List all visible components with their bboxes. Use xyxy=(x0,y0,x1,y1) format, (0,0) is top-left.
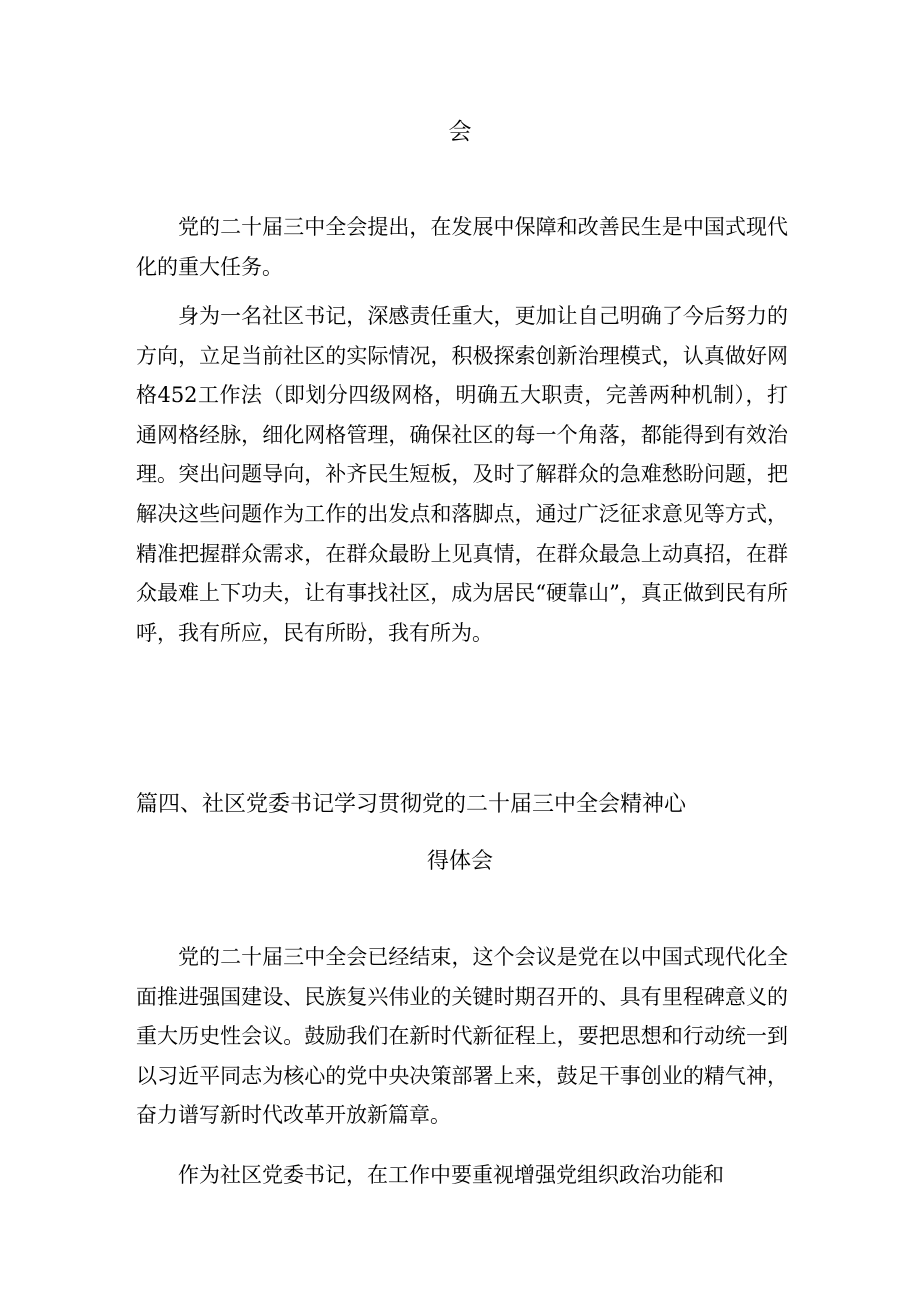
body-paragraph: 身为一名社区书记，深感责任重大，更加让自己明确了今后努力的方向，立足当前社区的实际情况，积极探索创新治理模式，认真做好网格452工作法（即划分四级网格，明确五大职责，完善两种机制），打通网格经脉，细化网格管理，确保社区的每一个角落，都能得到有效治理。突出问题导向，补齐民生短板，及时了解群众的急难愁盼问题，把解决这些问题作为工作的出发点和落脚点，通过广泛征求意见等方式，精准把握群众需求，在群众最盼上见真情，在群众最急上动真招，在群众最难上下功夫，让有事找社区，成为居民“硬靠山”，真正做到民有所呼，我有所应，民有所盼，我有所为。 xyxy=(136,304,788,645)
body-paragraph: 党的二十届三中全会提出，在发展中保障和改善民生是中国式现代化的重大任务。 xyxy=(136,215,788,279)
section-heading: 篇四、社区党委书记学习贯彻党的二十届三中全会精神心 xyxy=(136,792,687,817)
body-paragraph: 作为社区党委书记，在工作中要重视增强党组织政治功能和 xyxy=(178,1163,724,1187)
body-paragraph: 党的二十届三中全会已经结束，这个会议是党在以中国式现代化全面推进强国建设、民族复兴伟业的关键时期召开的、具有里程碑意义的重大历史性会议。鼓励我们在新时代新征程上，要把思想和行动统一到以习近平同志为核心的党中央决策部署上来，鼓足干事创业的精气神，奋力谱写新时代改革开放新篇章。 xyxy=(136,945,788,1128)
continued-title: 会 xyxy=(448,119,472,145)
section-heading-continued: 得体会 xyxy=(426,849,493,874)
